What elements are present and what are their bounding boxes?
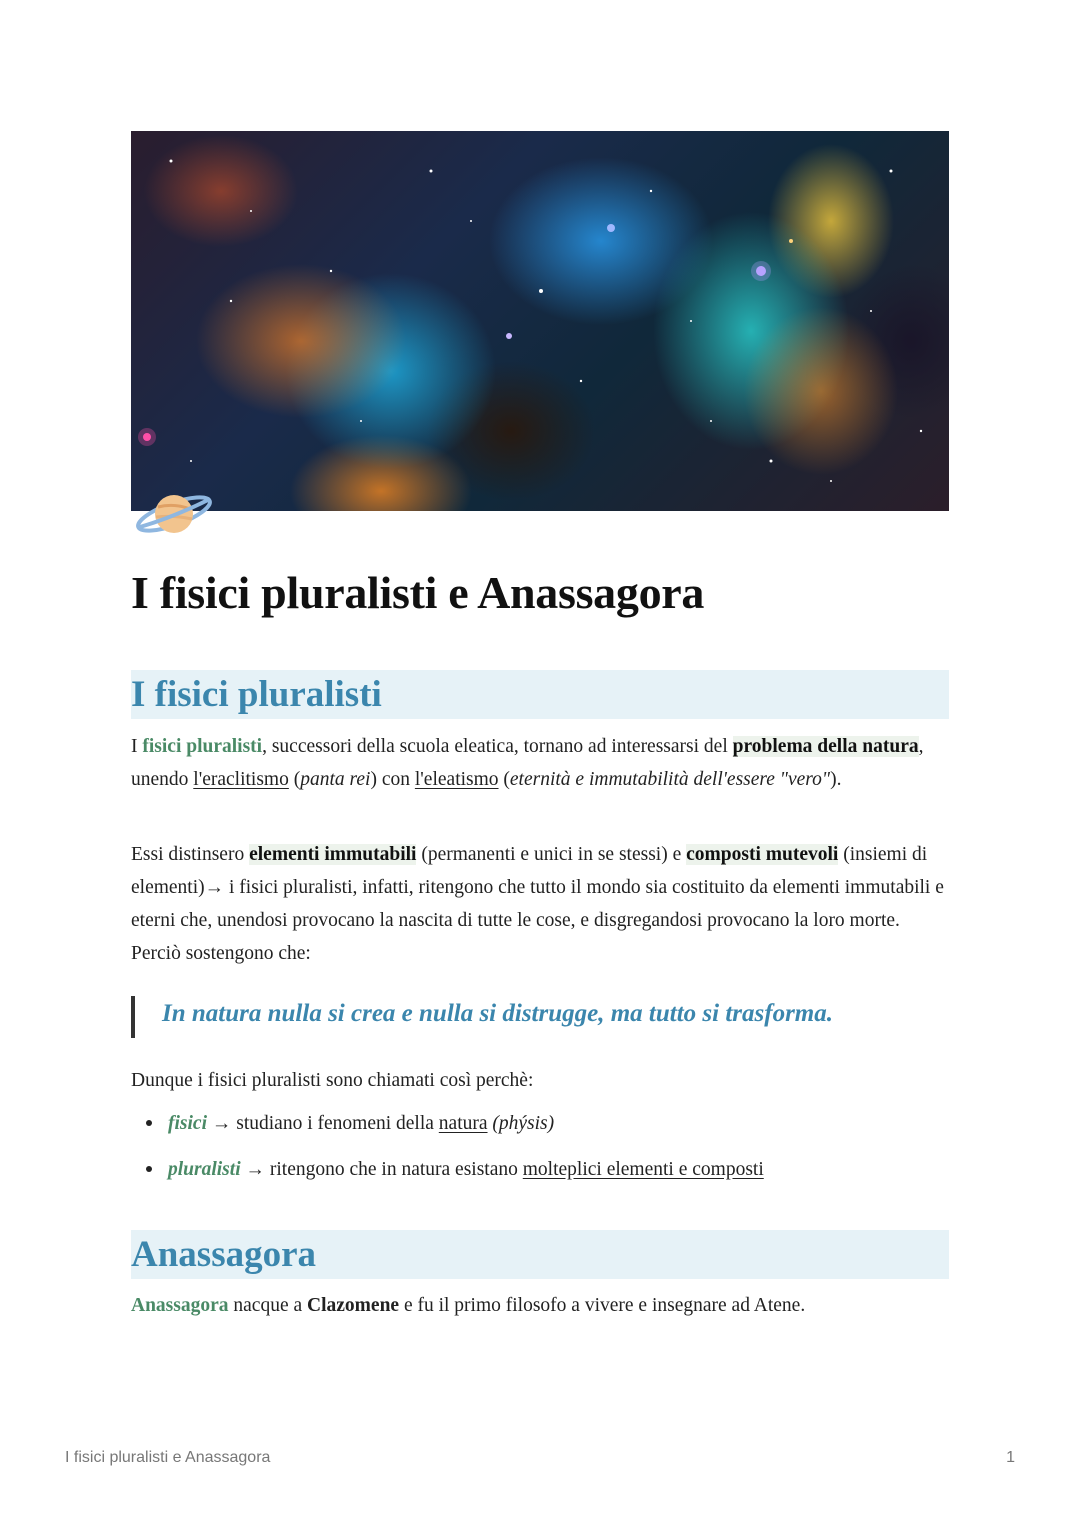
paragraph-dunque: Dunque i fisici pluralisti sono chiamati così perchè:	[131, 1070, 534, 1091]
text-run: (	[288, 769, 301, 790]
highlight-elementi-immutabili: elementi immutabili	[249, 844, 417, 865]
list-text: → studiano i fenomeni della	[207, 1113, 439, 1134]
saturn-planet-icon	[134, 487, 216, 539]
section-heading-text: Anassagora	[131, 1234, 317, 1275]
text-run: Essi distinsero	[131, 844, 250, 865]
section-heading-fisici-pluralisti	[131, 670, 949, 719]
footer-page-number: 1	[1006, 1449, 1015, 1466]
list-underlined: natura	[438, 1113, 488, 1134]
cover-image	[131, 131, 949, 511]
list-item	[146, 1159, 764, 1181]
quote-text: In natura nulla si crea e nulla si distrugge, ma tutto si trasforma.	[162, 1000, 833, 1027]
bold-clazomene: Clazomene	[307, 1295, 400, 1316]
quote-bar	[131, 996, 135, 1038]
list-term: fisici	[168, 1113, 207, 1134]
text-run: ).	[830, 769, 842, 790]
list-underlined: molteplici elementi e composti	[522, 1159, 764, 1180]
highlight-problema-natura: problema della natura	[732, 736, 919, 757]
term-fisici-pluralisti: fisici pluralisti	[142, 736, 263, 757]
text-run: (insiemi di elementi)→ i fisici pluralisti, infatti, ritengono che tutto il mondo sia costituito da elementi immutabili e eterni che, unendosi provocano la nascita di tutte le cose, e disgregandosi provocano la loro morte. Perciò sostengono che:	[131, 844, 944, 964]
section-heading-text: I fisici pluralisti	[131, 674, 382, 715]
text-run: , successori della scuola eleatica, tornano ad interessarsi del	[262, 736, 733, 757]
text-run: nacque a	[228, 1295, 308, 1316]
text-run: , unendo	[131, 736, 924, 790]
list-item	[146, 1113, 554, 1135]
paragraph-elementi	[131, 838, 951, 970]
page-title: I fisici pluralisti e Anassagora	[131, 567, 705, 618]
paragraph-intro	[131, 730, 951, 796]
section-heading-anassagora	[131, 1230, 949, 1279]
bullet-icon	[146, 1120, 152, 1126]
nebula-stars	[131, 131, 949, 511]
bullet-icon	[146, 1166, 152, 1172]
footer-title: I fisici pluralisti e Anassagora	[65, 1449, 271, 1466]
list-text: → ritengono che in natura esistano	[240, 1159, 523, 1180]
text-run: ) con	[370, 769, 415, 790]
italic-eternita: eternità e immutabilità dell'essere "vero"	[509, 769, 831, 790]
list-term: pluralisti	[168, 1159, 241, 1180]
text-run: (permanenti e unici in se stessi) e	[416, 844, 687, 865]
paragraph-anassagora	[131, 1289, 951, 1322]
italic-panta-rei: panta rei	[300, 769, 371, 790]
underlined-eraclitismo: l'eraclitismo	[193, 769, 289, 790]
text-run: (	[498, 769, 510, 790]
text-run: e fu il primo filosofo a vivere e insegnare ad Atene.	[399, 1295, 806, 1316]
text-run: I	[131, 736, 143, 757]
underlined-eleatismo: l'eleatismo	[414, 769, 499, 790]
term-anassagora: Anassagora	[131, 1295, 229, 1316]
list-italic: (phýsis)	[487, 1113, 555, 1134]
highlight-composti-mutevoli: composti mutevoli	[686, 844, 839, 865]
